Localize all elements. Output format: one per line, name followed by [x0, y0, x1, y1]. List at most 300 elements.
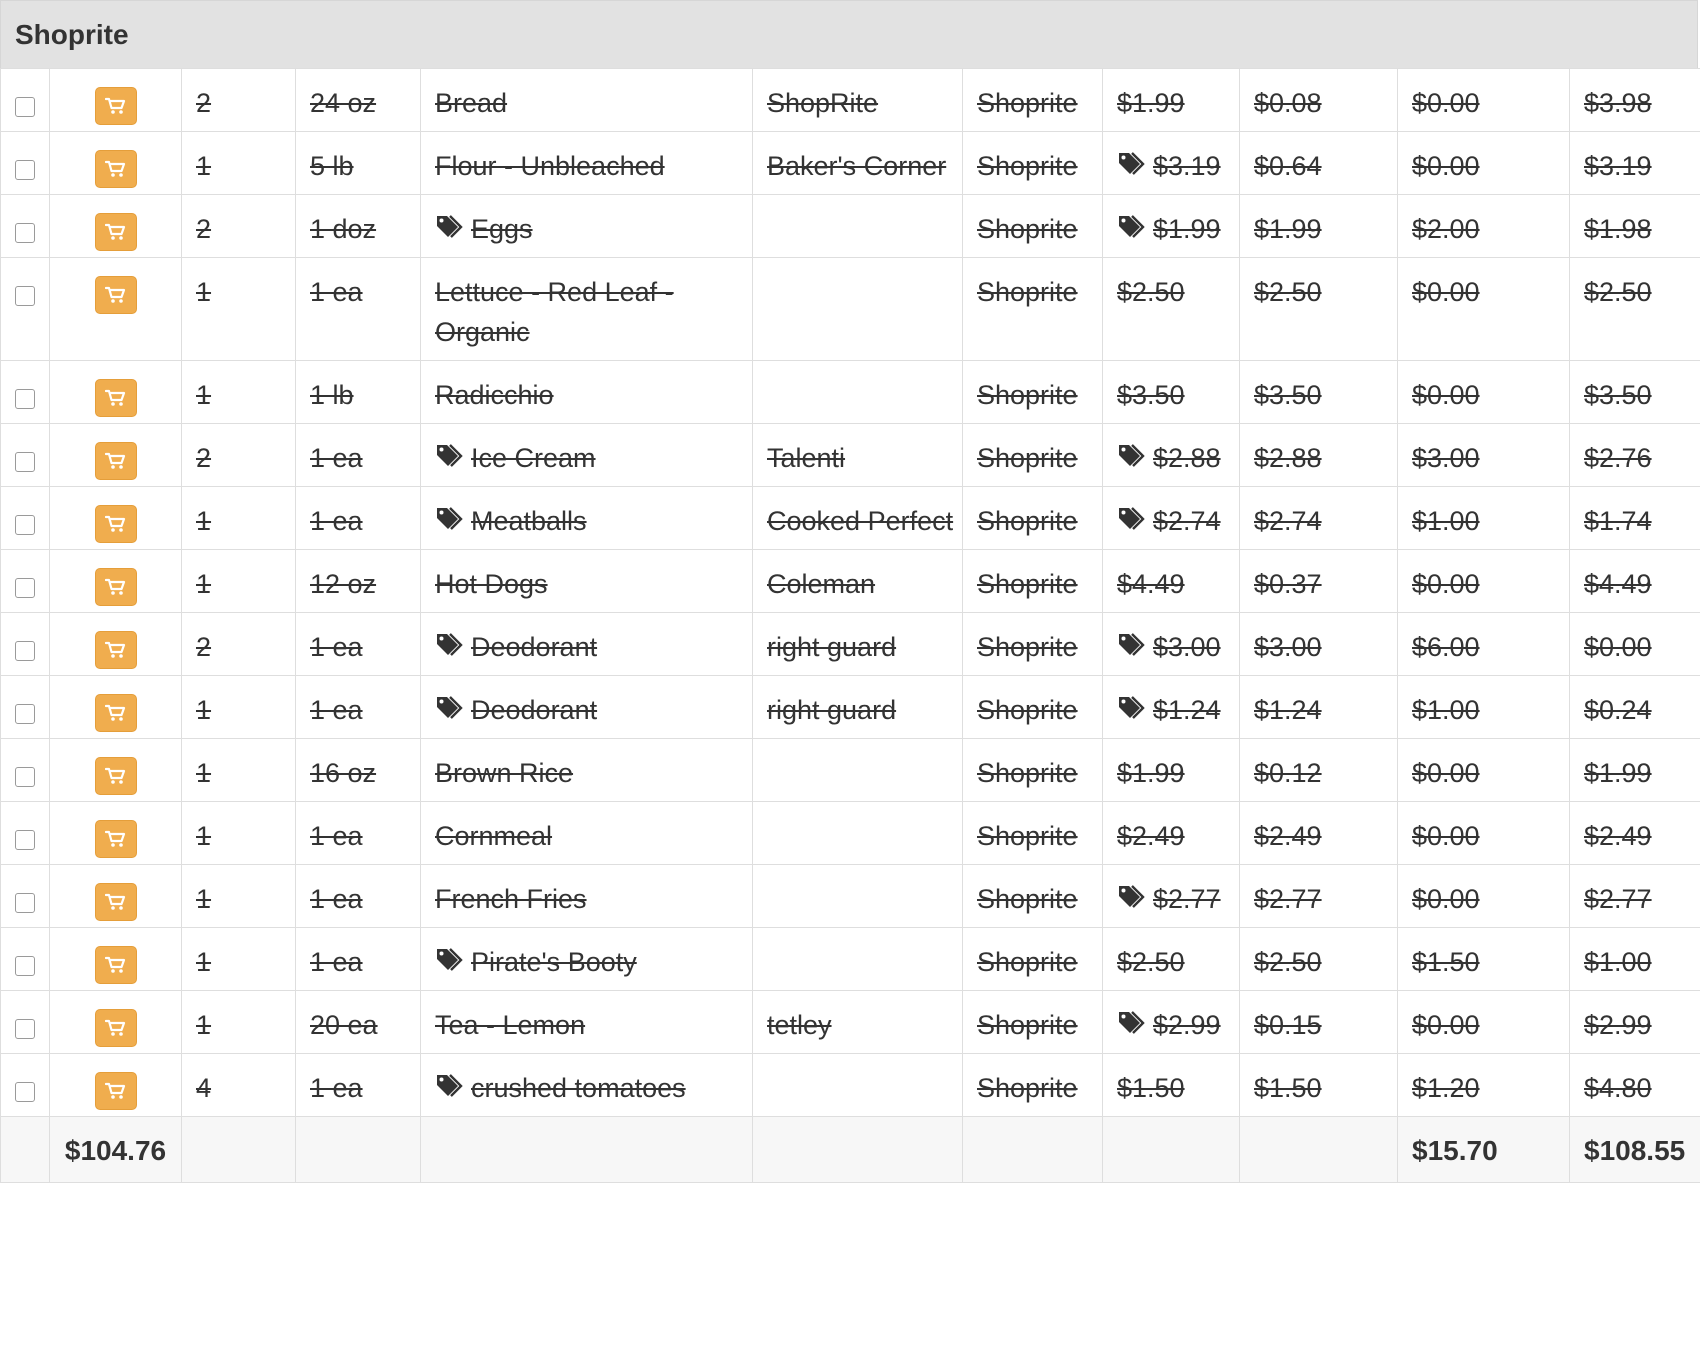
quantity-text: 1 — [196, 758, 212, 788]
tag-icon — [1117, 694, 1151, 722]
add-to-cart-button[interactable] — [95, 757, 137, 795]
total-text: $3.50 — [1584, 380, 1652, 410]
shopping-cart-icon — [105, 1019, 127, 1037]
tag-icon — [1117, 150, 1151, 178]
brand-cell — [753, 258, 963, 361]
tag-icon — [1117, 505, 1151, 533]
select-cell — [1, 865, 50, 928]
select-cell — [1, 739, 50, 802]
savings-text: $0.00 — [1412, 277, 1480, 307]
savings-text: $0.00 — [1412, 821, 1480, 851]
savings-text: $1.00 — [1412, 506, 1480, 536]
price-text: $3.50 — [1117, 380, 1185, 410]
savings-text: $3.00 — [1412, 443, 1480, 473]
table-row — [1, 991, 1700, 1054]
table-row — [1, 258, 1700, 361]
savings-text: $0.00 — [1412, 758, 1480, 788]
item-checkbox[interactable] — [15, 97, 35, 117]
store-text: Shoprite — [977, 443, 1078, 473]
item-checkbox[interactable] — [15, 641, 35, 661]
size-cell — [296, 258, 421, 361]
select-cell — [1, 991, 50, 1054]
total-text: $4.80 — [1584, 1073, 1652, 1103]
add-to-cart-button[interactable] — [95, 883, 137, 921]
quantity-text: 1 — [196, 1010, 212, 1040]
brand-cell — [753, 802, 963, 865]
unit-price-text: $2.77 — [1254, 884, 1322, 914]
store-cell — [963, 613, 1103, 676]
item-checkbox[interactable] — [15, 286, 35, 306]
size-cell — [296, 928, 421, 991]
item-name-text: Hot Dogs — [435, 569, 548, 599]
price-cell — [1103, 195, 1240, 258]
select-cell — [1, 802, 50, 865]
cart-cell — [50, 487, 182, 550]
size-cell — [296, 550, 421, 613]
unit-price-cell — [1240, 132, 1398, 195]
cart-cell — [50, 550, 182, 613]
item-name-cell — [421, 739, 753, 802]
savings-text: $1.00 — [1412, 695, 1480, 725]
quantity-cell — [182, 676, 296, 739]
quantity-cell — [182, 69, 296, 132]
select-cell — [1, 487, 50, 550]
shopping-cart-icon — [105, 704, 127, 722]
price-cell — [1103, 1054, 1240, 1117]
item-checkbox[interactable] — [15, 704, 35, 724]
total-text: $0.00 — [1584, 632, 1652, 662]
price-cell — [1103, 69, 1240, 132]
select-cell — [1, 69, 50, 132]
size-text: 1 ea — [310, 695, 363, 725]
add-to-cart-button[interactable] — [95, 946, 137, 984]
store-cell — [963, 487, 1103, 550]
add-to-cart-button[interactable] — [95, 213, 137, 251]
savings-cell — [1398, 361, 1570, 424]
item-checkbox[interactable] — [15, 389, 35, 409]
price-cell — [1103, 361, 1240, 424]
unit-price-cell — [1240, 195, 1398, 258]
cart-cell — [50, 69, 182, 132]
size-text: 1 ea — [310, 821, 363, 851]
savings-cell — [1398, 132, 1570, 195]
cart-cell — [50, 424, 182, 487]
table-row — [1, 361, 1700, 424]
size-text: 1 ea — [310, 277, 363, 307]
size-cell — [296, 991, 421, 1054]
savings-text: $0.00 — [1412, 380, 1480, 410]
store-text: Shoprite — [977, 695, 1078, 725]
savings-total: $15.70 — [1398, 1117, 1570, 1183]
total-text: $1.98 — [1584, 214, 1652, 244]
price-text: $3.19 — [1153, 151, 1221, 181]
table-row — [1, 928, 1700, 991]
total-cell — [1570, 802, 1700, 865]
unit-price-cell — [1240, 991, 1398, 1054]
item-name-cell — [421, 865, 753, 928]
shopping-cart-icon — [105, 767, 127, 785]
price-cell — [1103, 865, 1240, 928]
total-text: $2.49 — [1584, 821, 1652, 851]
savings-text: $0.00 — [1412, 151, 1480, 181]
item-name-text: Deodorant — [471, 632, 598, 662]
savings-cell — [1398, 550, 1570, 613]
table-row — [1, 132, 1700, 195]
tag-icon — [1117, 631, 1151, 659]
item-checkbox[interactable] — [15, 578, 35, 598]
table-row — [1, 676, 1700, 739]
add-to-cart-button[interactable] — [95, 568, 137, 606]
total-cell — [1570, 487, 1700, 550]
total-cell — [1570, 613, 1700, 676]
table-row — [1, 865, 1700, 928]
price-text: $2.50 — [1117, 277, 1185, 307]
total-text: $0.24 — [1584, 695, 1652, 725]
unit-price-cell — [1240, 802, 1398, 865]
item-checkbox[interactable] — [15, 160, 35, 180]
item-name-text: Cornmeal — [435, 821, 553, 851]
store-cell — [963, 424, 1103, 487]
table-row — [1, 487, 1700, 550]
size-text: 1 ea — [310, 632, 363, 662]
price-text: $2.74 — [1153, 506, 1221, 536]
item-name-text: Ice Cream — [471, 443, 596, 473]
size-cell — [296, 69, 421, 132]
brand-cell — [753, 195, 963, 258]
cart-cell — [50, 676, 182, 739]
item-name-cell — [421, 928, 753, 991]
savings-text: $6.00 — [1412, 632, 1480, 662]
quantity-text: 1 — [196, 277, 212, 307]
store-text: Shoprite — [977, 1073, 1078, 1103]
brand-text: tetley — [767, 1010, 832, 1040]
unit-price-cell — [1240, 361, 1398, 424]
tag-icon — [435, 631, 469, 659]
item-checkbox[interactable] — [15, 452, 35, 472]
brand-text: Cooked Perfect — [767, 506, 954, 536]
size-text: 1 ea — [310, 443, 363, 473]
shopping-cart-icon — [105, 286, 127, 304]
size-text: 1 ea — [310, 506, 363, 536]
item-name-text: Meatballs — [471, 506, 587, 536]
quantity-text: 1 — [196, 569, 212, 599]
store-text: Shoprite — [977, 884, 1078, 914]
quantity-text: 1 — [196, 380, 212, 410]
store-cell — [963, 195, 1103, 258]
unit-price-cell — [1240, 676, 1398, 739]
total-cell — [1570, 258, 1700, 361]
price-text: $1.99 — [1117, 88, 1185, 118]
select-cell — [1, 676, 50, 739]
item-name-text: Bread — [435, 88, 508, 118]
unit-price-text: $2.88 — [1254, 443, 1322, 473]
tag-icon — [1117, 213, 1151, 241]
add-to-cart-button[interactable] — [95, 276, 137, 314]
cart-cell — [50, 928, 182, 991]
select-cell — [1, 195, 50, 258]
price-text: $2.50 — [1117, 947, 1185, 977]
tag-icon — [1117, 442, 1151, 470]
store-text: Shoprite — [977, 506, 1078, 536]
shopping-cart-icon — [105, 830, 127, 848]
unit-price-cell — [1240, 865, 1398, 928]
brand-cell — [753, 1054, 963, 1117]
table-row — [1, 1054, 1700, 1117]
store-cell — [963, 802, 1103, 865]
brand-text: right guard — [767, 632, 897, 662]
price-cell — [1103, 424, 1240, 487]
add-to-cart-button[interactable] — [95, 820, 137, 858]
unit-price-cell — [1240, 424, 1398, 487]
total-cell — [1570, 132, 1700, 195]
store-title: Shoprite — [15, 19, 129, 50]
shopping-cart-icon — [105, 515, 127, 533]
quantity-cell — [182, 361, 296, 424]
price-text: $2.88 — [1153, 443, 1221, 473]
cart-cell — [50, 361, 182, 424]
add-to-cart-button[interactable] — [95, 1009, 137, 1047]
unit-price-text: $1.24 — [1254, 695, 1322, 725]
size-text: 5 lb — [310, 151, 354, 181]
price-cell — [1103, 487, 1240, 550]
item-rows — [1, 69, 1700, 1117]
savings-text: $0.00 — [1412, 1010, 1480, 1040]
quantity-cell — [182, 991, 296, 1054]
price-cell — [1103, 739, 1240, 802]
total-text: $2.77 — [1584, 884, 1652, 914]
select-cell — [1, 550, 50, 613]
store-text: Shoprite — [977, 151, 1078, 181]
price-text: $2.77 — [1153, 884, 1221, 914]
savings-cell — [1398, 1054, 1570, 1117]
total-text: $2.76 — [1584, 443, 1652, 473]
store-text: Shoprite — [977, 632, 1078, 662]
total-cell — [1570, 739, 1700, 802]
tag-icon — [1117, 883, 1151, 911]
brand-cell — [753, 613, 963, 676]
savings-text: $0.00 — [1412, 884, 1480, 914]
tag-icon — [435, 505, 469, 533]
item-checkbox[interactable] — [15, 893, 35, 913]
select-cell — [1, 1054, 50, 1117]
unit-price-cell — [1240, 487, 1398, 550]
savings-cell — [1398, 865, 1570, 928]
shopping-cart-icon — [105, 893, 127, 911]
shopping-cart-icon — [105, 452, 127, 470]
shopping-cart-icon — [105, 160, 127, 178]
unit-price-text: $2.50 — [1254, 947, 1322, 977]
item-name-text: Brown Rice — [435, 758, 574, 788]
size-cell — [296, 865, 421, 928]
price-cell — [1103, 802, 1240, 865]
brand-cell — [753, 424, 963, 487]
cart-cell — [50, 258, 182, 361]
price-cell — [1103, 258, 1240, 361]
add-to-cart-button[interactable] — [95, 505, 137, 543]
cart-cell — [50, 802, 182, 865]
price-text: $2.99 — [1153, 1010, 1221, 1040]
store-text: Shoprite — [977, 758, 1078, 788]
item-name-cell — [421, 69, 753, 132]
size-cell — [296, 613, 421, 676]
unit-price-cell — [1240, 928, 1398, 991]
brand-cell — [753, 132, 963, 195]
item-name-cell — [421, 676, 753, 739]
store-text: Shoprite — [977, 1010, 1078, 1040]
cart-cell — [50, 613, 182, 676]
item-name-cell — [421, 1054, 753, 1117]
unit-price-text: $0.37 — [1254, 569, 1322, 599]
quantity-cell — [182, 132, 296, 195]
item-name-text: Lettuce - Red Leaf - Organic — [435, 277, 674, 347]
quantity-cell — [182, 195, 296, 258]
size-cell — [296, 424, 421, 487]
size-text: 1 lb — [310, 380, 354, 410]
size-cell — [296, 132, 421, 195]
unit-price-text: $2.50 — [1254, 277, 1322, 307]
price-cell — [1103, 613, 1240, 676]
quantity-text: 2 — [196, 88, 212, 118]
brand-cell — [753, 361, 963, 424]
unit-price-text: $1.50 — [1254, 1073, 1322, 1103]
store-text: Shoprite — [977, 88, 1078, 118]
size-cell — [296, 676, 421, 739]
brand-text: Coleman — [767, 569, 876, 599]
totals-empty-cell — [1, 1117, 50, 1183]
quantity-text: 1 — [196, 151, 212, 181]
select-cell — [1, 928, 50, 991]
size-cell — [296, 361, 421, 424]
item-name-cell — [421, 613, 753, 676]
store-cell — [963, 991, 1103, 1054]
brand-cell — [753, 865, 963, 928]
item-name-cell — [421, 361, 753, 424]
select-cell — [1, 361, 50, 424]
item-name-text: Radicchio — [435, 380, 554, 410]
item-name-cell — [421, 991, 753, 1054]
add-to-cart-button[interactable] — [95, 379, 137, 417]
shopping-cart-icon — [105, 578, 127, 596]
table-row — [1, 802, 1700, 865]
brand-cell — [753, 69, 963, 132]
table-row — [1, 739, 1700, 802]
item-name-text: French Fries — [435, 884, 587, 914]
add-to-cart-button[interactable] — [95, 694, 137, 732]
select-cell — [1, 258, 50, 361]
cart-cell — [50, 1054, 182, 1117]
savings-text: $2.00 — [1412, 214, 1480, 244]
savings-cell — [1398, 676, 1570, 739]
store-header — [0, 0, 1698, 68]
store-cell — [963, 258, 1103, 361]
quantity-text: 2 — [196, 443, 212, 473]
quantity-text: 1 — [196, 821, 212, 851]
cart-cell — [50, 865, 182, 928]
item-checkbox[interactable] — [15, 767, 35, 787]
item-checkbox[interactable] — [15, 1019, 35, 1039]
add-to-cart-button[interactable] — [95, 631, 137, 669]
price-text: $4.49 — [1117, 569, 1185, 599]
total-text: $1.00 — [1584, 947, 1652, 977]
quantity-text: 1 — [196, 695, 212, 725]
store-text: Shoprite — [977, 214, 1078, 244]
unit-price-text: $2.49 — [1254, 821, 1322, 851]
total-text: $3.19 — [1584, 151, 1652, 181]
total-cell — [1570, 676, 1700, 739]
savings-cell — [1398, 991, 1570, 1054]
table-row — [1, 69, 1700, 132]
brand-text: right guard — [767, 695, 897, 725]
unit-price-text: $3.50 — [1254, 380, 1322, 410]
price-cell — [1103, 550, 1240, 613]
add-to-cart-button[interactable] — [95, 150, 137, 188]
item-checkbox[interactable] — [15, 1082, 35, 1102]
quantity-cell — [182, 802, 296, 865]
size-text: 12 oz — [310, 569, 377, 599]
total-text: $2.50 — [1584, 277, 1652, 307]
store-cell — [963, 361, 1103, 424]
add-to-cart-button[interactable] — [95, 442, 137, 480]
savings-cell — [1398, 195, 1570, 258]
add-to-cart-button[interactable] — [95, 87, 137, 125]
brand-cell — [753, 487, 963, 550]
item-name-cell — [421, 132, 753, 195]
add-to-cart-button[interactable] — [95, 1072, 137, 1110]
item-name-cell — [421, 195, 753, 258]
quantity-text: 4 — [196, 1073, 212, 1103]
total-cell — [1570, 361, 1700, 424]
table-row — [1, 613, 1700, 676]
store-text: Shoprite — [977, 821, 1078, 851]
item-checkbox[interactable] — [15, 830, 35, 850]
grand-total: $108.55 — [1570, 1117, 1700, 1183]
shopping-cart-icon — [105, 223, 127, 241]
total-text: $4.49 — [1584, 569, 1652, 599]
store-text: Shoprite — [977, 947, 1078, 977]
size-cell — [296, 1054, 421, 1117]
total-cell — [1570, 424, 1700, 487]
size-cell — [296, 802, 421, 865]
unit-price-cell — [1240, 258, 1398, 361]
item-name-text: Deodorant — [471, 695, 598, 725]
quantity-cell — [182, 550, 296, 613]
store-cell — [963, 739, 1103, 802]
item-checkbox[interactable] — [15, 223, 35, 243]
unit-price-cell — [1240, 1054, 1398, 1117]
brand-text: Talenti — [767, 443, 846, 473]
item-checkbox[interactable] — [15, 515, 35, 535]
unit-price-text: $1.99 — [1254, 214, 1322, 244]
totals-row — [1, 1117, 1700, 1183]
brand-cell — [753, 550, 963, 613]
size-text: 1 ea — [310, 1073, 363, 1103]
price-text: $1.24 — [1153, 695, 1221, 725]
item-checkbox[interactable] — [15, 956, 35, 976]
tag-icon — [435, 442, 469, 470]
quantity-text: 1 — [196, 947, 212, 977]
savings-cell — [1398, 613, 1570, 676]
item-name-text: crushed tomatoes — [471, 1073, 686, 1103]
store-cell — [963, 132, 1103, 195]
quantity-cell — [182, 739, 296, 802]
savings-text: $0.00 — [1412, 88, 1480, 118]
store-cell — [963, 928, 1103, 991]
size-text: 20 ea — [310, 1010, 378, 1040]
savings-text: $1.20 — [1412, 1073, 1480, 1103]
price-text: $2.49 — [1117, 821, 1185, 851]
quantity-cell — [182, 613, 296, 676]
total-cell — [1570, 195, 1700, 258]
